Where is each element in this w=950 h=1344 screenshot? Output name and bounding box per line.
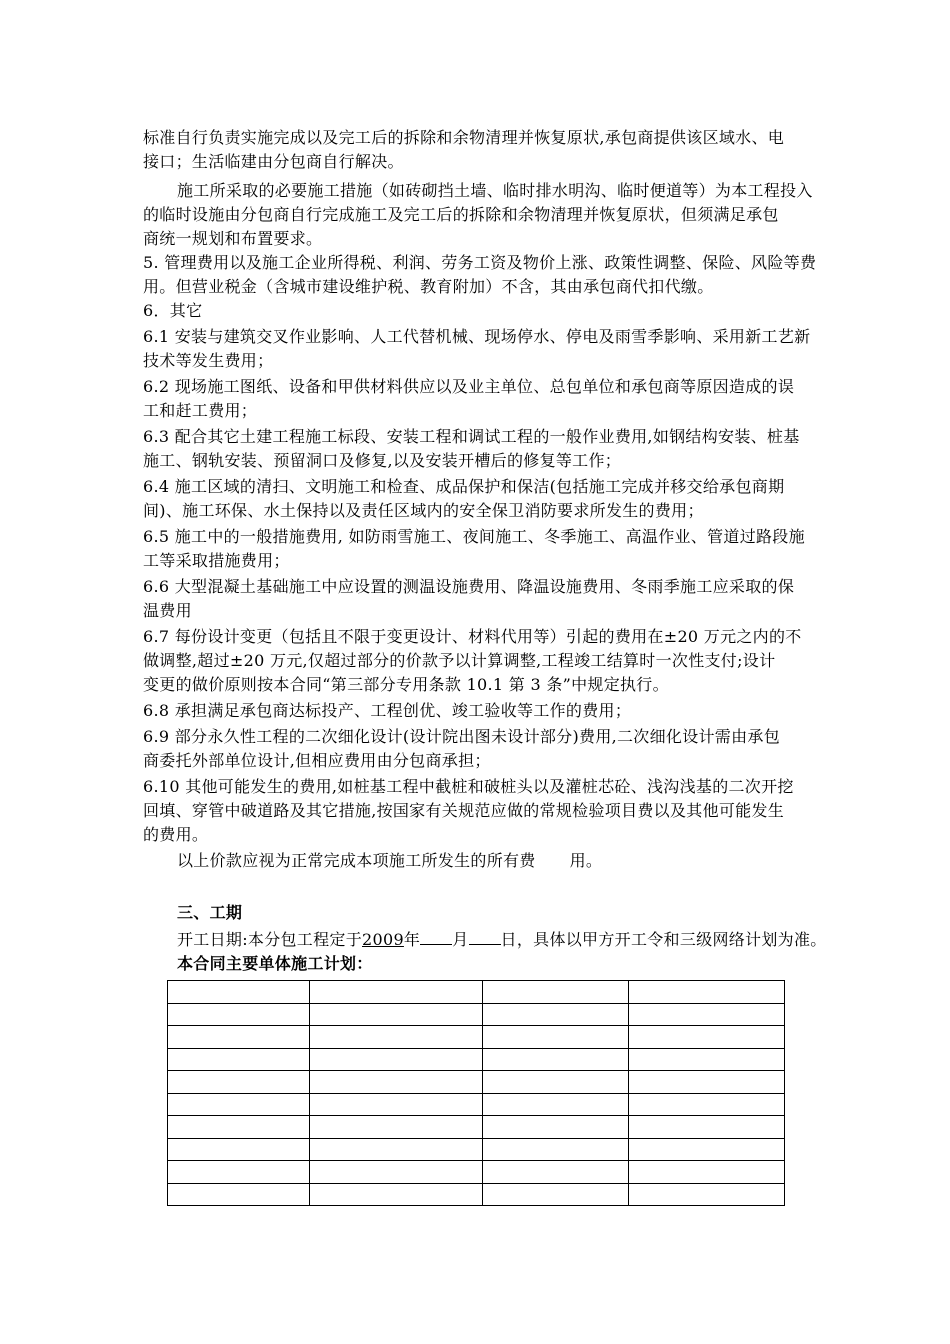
table-cell [168,1161,310,1184]
table-row [168,1161,785,1184]
table-cell [629,1161,785,1184]
plan-table-body [168,981,785,1206]
table-cell [629,1116,785,1139]
text-line: 做调整,超过±20 万元,仅超过部分的价款予以计算调整,工程竣工结算时一次性支付;设计 [143,651,776,670]
table-cell [168,1026,310,1049]
text-line: 技术等发生费用； [143,351,274,370]
year-label: 年 [403,930,421,949]
text-line [177,851,602,871]
text-line: 5. 管理费用以及施工企业所得税、利润、劳务工资及物价上涨、政策性调整、保险、风险等费 [143,253,817,272]
table-cell [483,1138,629,1161]
table-cell [629,1183,785,1206]
table-row [168,1116,785,1139]
table-cell [168,1003,310,1026]
text-fragment: 用。 [569,851,603,870]
table-row [168,1138,785,1161]
text-line: 温费用 [143,601,192,620]
text-line: 的临时设施由分包商自行完成施工及完工后的拆除和余物清理并恢复原状，但须满足承包 [143,205,779,224]
table-cell [483,1048,629,1071]
text-line: 施工所采取的必要施工措施（如砖砌挡土墙、临时排水明沟、临时便道等）为本工程投入 [177,181,813,200]
text-line: 6.6 大型混凝土基础施工中应设置的测温设施费用、降温设施费用、冬雨季施工应采取的保 [143,577,795,596]
table-cell [629,981,785,1004]
table-cell [168,1048,310,1071]
table-row [168,1183,785,1206]
table-cell [310,1071,483,1094]
table-cell [310,1048,483,1071]
table-cell [310,1026,483,1049]
table-cell [483,1093,629,1116]
text-line: 工等采取措施费用； [143,551,290,570]
text-line: 6.10 其他可能发生的费用,如桩基工程中截桩和破桩头以及灌桩芯砼、浅沟浅基的二次开挖 [143,777,794,796]
month-blank [420,928,452,945]
table-cell [310,1116,483,1139]
text-line: 回填、穿管中破道路及其它措施,按国家有关规范应做的常规检验项目费以及其他可能发生 [143,801,785,820]
month-label: 月 [452,930,469,949]
table-cell [483,1003,629,1026]
table-cell [168,1071,310,1094]
table-row [168,1093,785,1116]
text-line: 6.3 配合其它土建工程施工标段、安装工程和调试工程的一般作业费用,如钢结构安装、桩基 [143,427,800,446]
table-cell [168,1116,310,1139]
table-cell [483,1183,629,1206]
table-row [168,1048,785,1071]
text-line: 施工、钢轨安装、预留洞口及修复,以及安装开槽后的修复等工作； [143,451,622,470]
construction-plan-table [167,980,785,1206]
text-line: 变更的做价原则按本合同“第三部分专用条款 10.1 第 3 条”中规定执行。 [143,675,669,694]
start-date-line [177,928,827,950]
table-cell [483,1071,629,1094]
section-heading: 三、工期 [177,903,243,922]
text-line: 6.5 施工中的一般措施费用, 如防雨雪施工、夜间施工、冬季施工、高温作业、管道过路段施 [143,527,805,546]
text-line: 6.4 施工区域的清扫、文明施工和检查、成品保护和保洁(包括施工完成并移交给承包商期 [143,477,785,496]
table-cell [629,1048,785,1071]
text-fragment: 以上价款应视为正常完成本项施工所发生的所有费 [177,851,536,870]
table-cell [629,1026,785,1049]
table-cell [310,1161,483,1184]
text-line: 6.7 每份设计变更（包括且不限于变更设计、材料代用等）引起的费用在±20 万元之内的不 [143,627,802,646]
table-cell [629,1071,785,1094]
plan-title: 本合同主要单体施工计划： [177,954,373,973]
table-cell [168,1183,310,1206]
text-line: 接口；生活临建由分包商自行解决。 [143,152,404,171]
table-cell [310,981,483,1004]
text-line: 间)、施工环保、水土保持以及责任区域内的安全保卫消防要求所发生的费用； [143,501,704,520]
text-line: 6.9 部分永久性工程的二次细化设计(设计院出图未设计部分)费用,二次细化设计需由承包 [143,727,781,746]
day-blank [469,928,501,945]
table-cell [168,1093,310,1116]
table-cell [310,1138,483,1161]
table-cell [483,1116,629,1139]
table-cell [168,981,310,1004]
table-cell [310,1003,483,1026]
table-cell [310,1183,483,1206]
table-cell [629,1003,785,1026]
table-row [168,981,785,1004]
table-row [168,1071,785,1094]
table-cell [629,1093,785,1116]
start-date-prefix: 开工日期:本分包工程定于 [177,930,362,949]
table-cell [629,1138,785,1161]
text-line: 商统一规划和布置要求。 [143,229,323,248]
table-cell [168,1138,310,1161]
text-line: 的费用。 [143,825,209,844]
table-cell [483,981,629,1004]
text-line: 6.8 承担满足承包商达标投产、工程创优、竣工验收等工作的费用； [143,701,632,720]
start-year: 2009 [362,930,404,949]
text-line: 工和赶工费用； [143,401,258,420]
text-line: 6．其它 [143,301,203,320]
table-cell [483,1161,629,1184]
text-line: 6.2 现场施工图纸、设备和甲供材料供应以及业主单位、总包单位和承包商等原因造成的误 [143,377,795,396]
table-row [168,1026,785,1049]
table-cell [310,1093,483,1116]
text-line: 6.1 安装与建筑交叉作业影响、人工代替机械、现场停水、停电及雨雪季影响、采用新工艺新 [143,327,811,346]
text-line: 用。但营业税金（含城市建设维护税、教育附加）不含，其由承包商代扣代缴。 [143,277,714,296]
text-line: 商委托外部单位设计,但相应费用由分包商承担； [143,751,491,770]
table-row [168,1003,785,1026]
table-cell [483,1026,629,1049]
day-label: 日，具体以甲方开工令和三级网络计划为准。 [500,930,827,949]
text-line: 标准自行负责实施完成以及完工后的拆除和余物清理并恢复原状,承包商提供该区域水、电 [143,128,785,147]
